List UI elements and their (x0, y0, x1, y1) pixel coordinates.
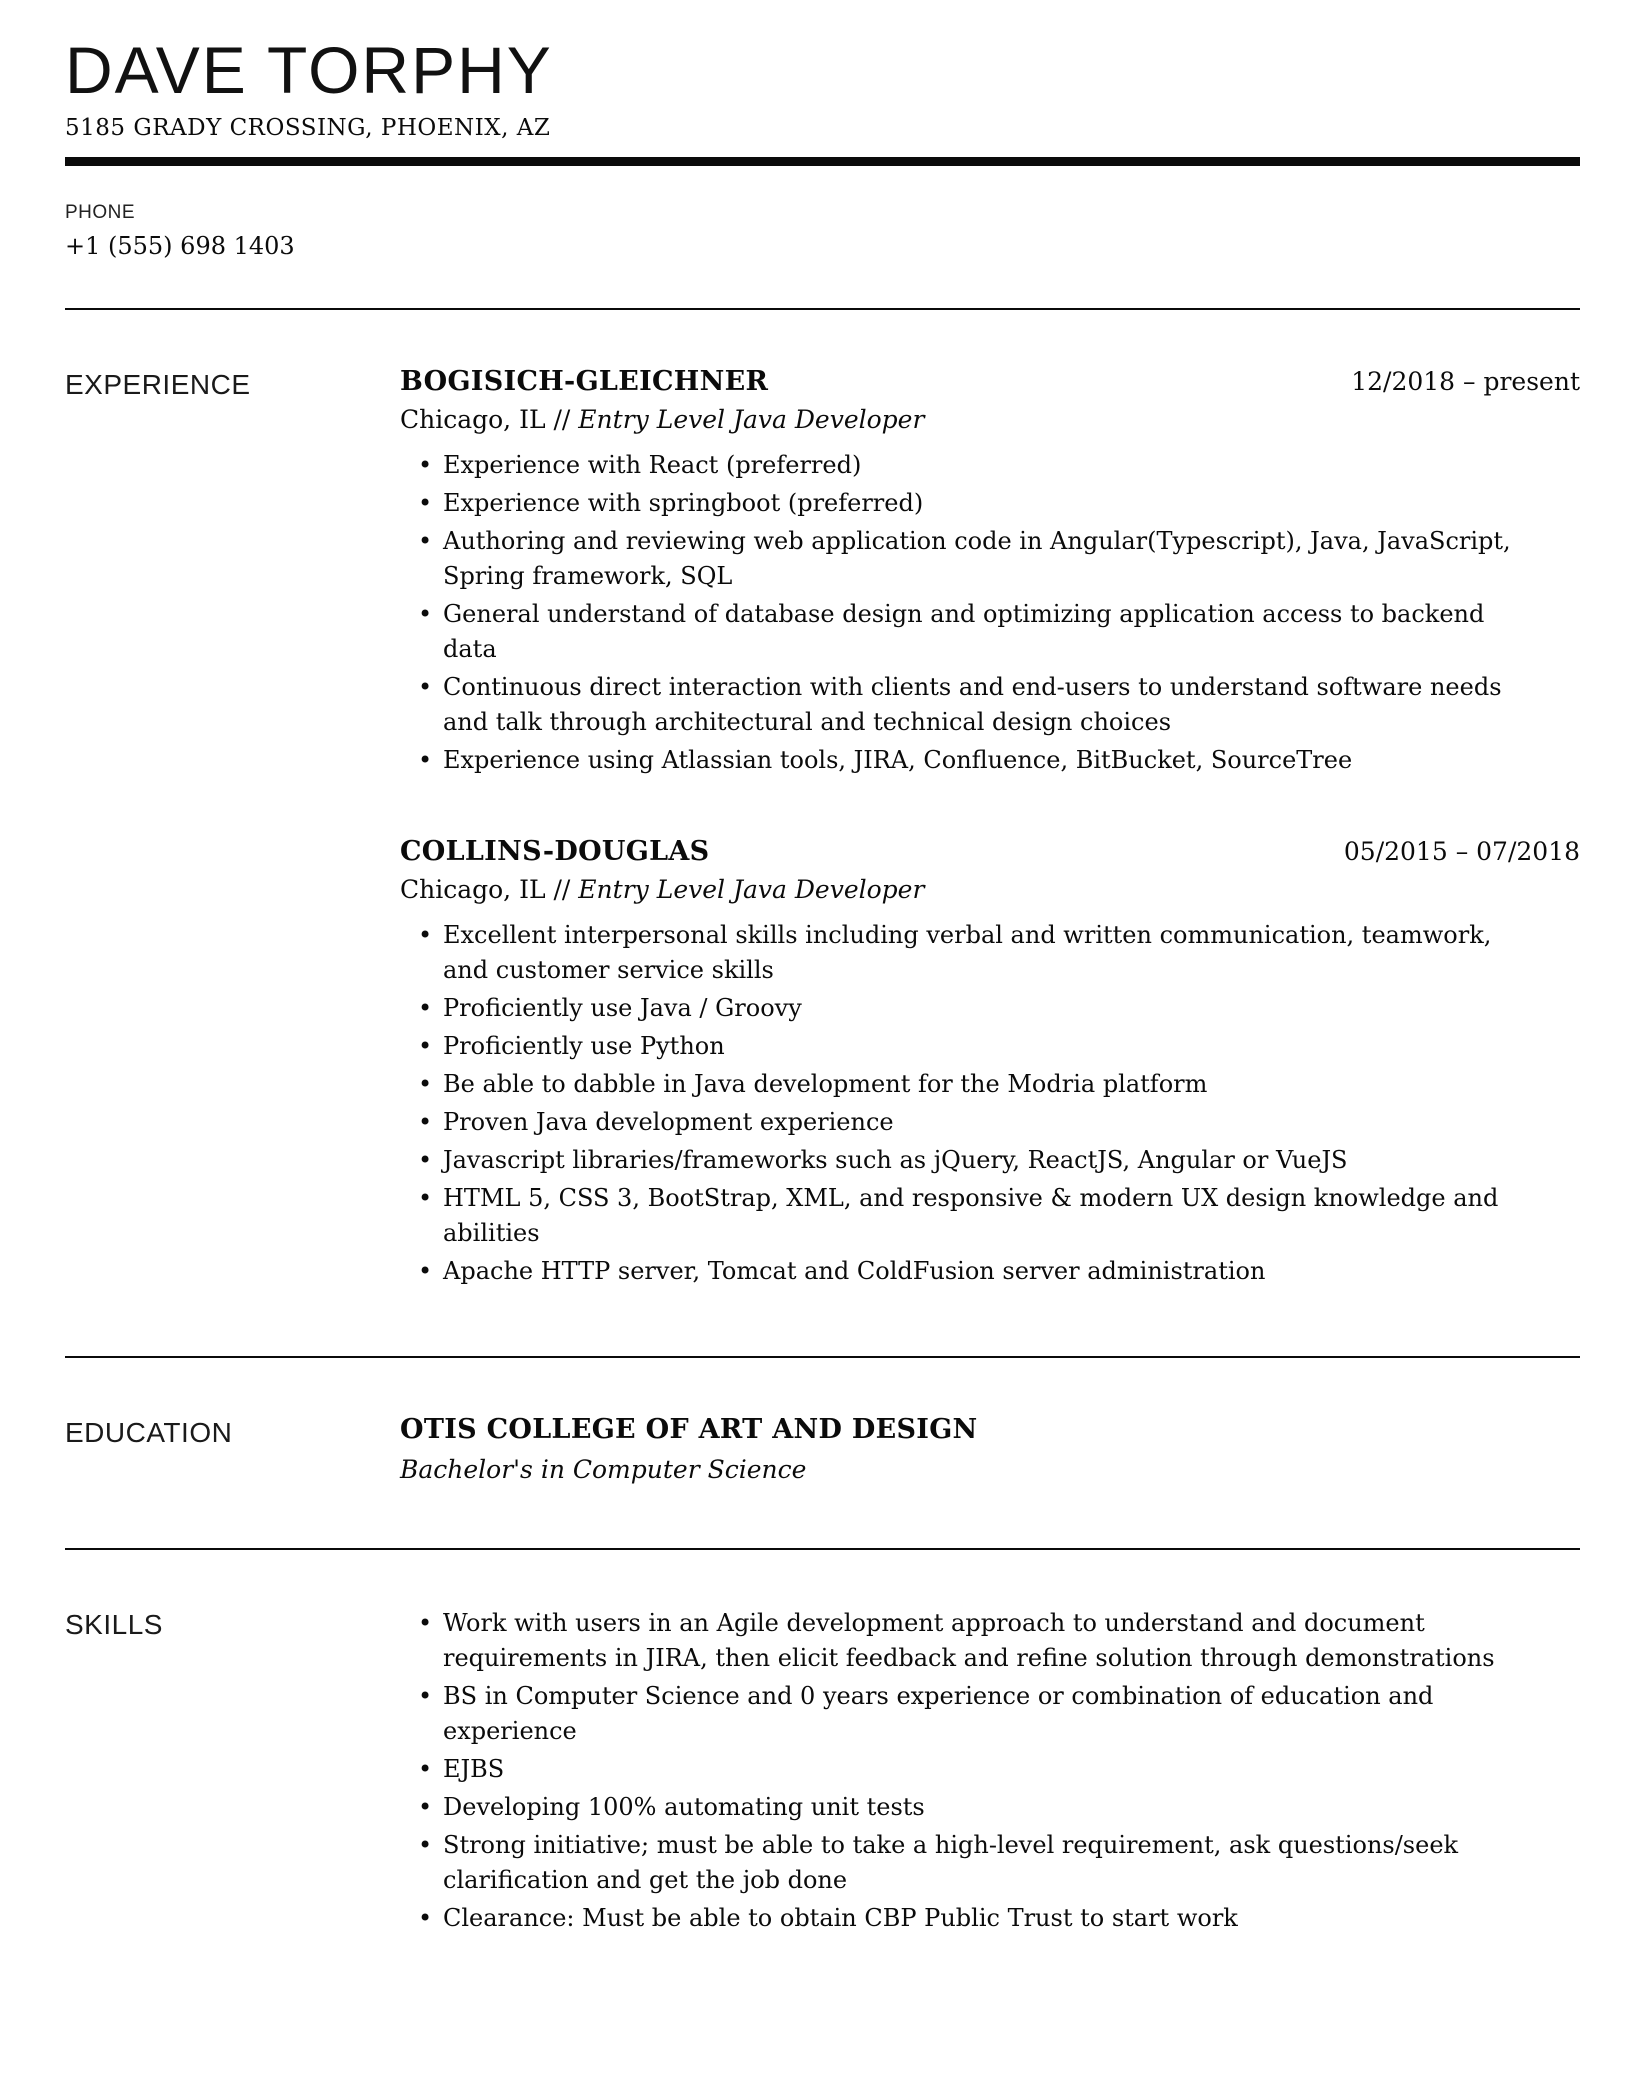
job-bullet-list (400, 918, 1580, 1289)
job-bullet: • Experience with springboot (preferred) (443, 486, 1543, 521)
phone-label: PHONE (65, 201, 136, 223)
job-bullet: • Excellent interpersonal skills including verbal and written communication, teamwork, and customer service skills (443, 918, 1543, 988)
skill-bullet: • Work with users in an Agile development approach to understand and document requirements in JIRA, then elicit feedback and refine solution through demonstrations (443, 1606, 1560, 1676)
contact-section (65, 202, 1580, 260)
phone-value: +1 (555) 698 1403 (65, 231, 295, 260)
job-bullet: • Javascript libraries/frameworks such as jQuery, ReactJS, Angular or VueJS (443, 1143, 1543, 1178)
experience-section-label: EXPERIENCE (65, 368, 251, 400)
company-name: BOGISICH-GLEICHNER (400, 365, 769, 397)
header-divider (65, 157, 1580, 166)
job-bullet: • HTML 5, CSS 3, BootStrap, XML, and responsive & modern UX design knowledge and abilities (443, 1181, 1543, 1251)
person-address: 5185 GRADY CROSSING, PHOENIX, AZ (65, 114, 551, 141)
school-name: OTIS COLLEGE OF ART AND DESIGN (400, 1413, 978, 1445)
job-bullet: • Proficiently use Python (443, 1029, 1543, 1064)
skill-bullet: • EJBS (443, 1752, 1560, 1787)
job-role: Entry Level Java Developer (578, 874, 925, 904)
degree: Bachelor's in Computer Science (400, 1454, 807, 1484)
skill-bullet: • BS in Computer Science and 0 years experience or combination of education and experience (443, 1679, 1560, 1749)
skills-section (65, 1606, 1580, 1939)
job-entry-collins-douglas (400, 836, 1580, 1289)
education-content (400, 1414, 1580, 1484)
job-bullet: • General understand of database design and optimizing application access to backend data (443, 597, 1543, 667)
job-bullet: • Authoring and reviewing web application code in Angular(Typescript), Java, JavaScript, Spring framework, SQL (443, 524, 1543, 594)
skills-section-label: SKILLS (65, 1608, 163, 1640)
education-section-label: EDUCATION (65, 1416, 233, 1448)
contact-divider (65, 308, 1580, 310)
job-location-role (400, 875, 1580, 904)
job-role: Entry Level Java Developer (578, 404, 925, 434)
job-location: Chicago, IL // (400, 404, 579, 434)
company-name: COLLINS-DOUGLAS (400, 835, 710, 867)
job-bullet-list (400, 448, 1580, 778)
job-location-role (400, 405, 1580, 434)
job-header (400, 366, 1580, 397)
experience-content (400, 366, 1580, 1292)
job-bullet: • Experience with React (preferred) (443, 448, 1543, 483)
job-location: Chicago, IL // (400, 874, 579, 904)
skills-divider (65, 1548, 1580, 1550)
education-section (65, 1414, 1580, 1484)
skill-bullet: • Developing 100% automating unit tests (443, 1790, 1560, 1825)
skill-bullet: • Strong initiative; must be able to take a high-level requirement, ask questions/seek clarification and get the job done (443, 1828, 1560, 1898)
job-dates: 12/2018 – present (1351, 366, 1580, 396)
job-entry-bogisich-gleichner (400, 366, 1580, 778)
person-name: DAVE TORPHY (65, 33, 553, 107)
job-bullet: • Proficiently use Java / Groovy (443, 991, 1543, 1026)
skills-bullet-list (400, 1606, 1560, 1936)
job-bullet: • Continuous direct interaction with clients and end-users to understand software needs and talk through architectural and technical design choices (443, 670, 1543, 740)
resume-header (65, 34, 1580, 141)
job-header (400, 836, 1580, 867)
job-bullet: • Proven Java development experience (443, 1105, 1543, 1140)
skills-content (400, 1606, 1580, 1939)
job-bullet: • Apache HTTP server, Tomcat and ColdFusion server administration (443, 1254, 1543, 1289)
job-bullet: • Experience using Atlassian tools, JIRA, Confluence, BitBucket, SourceTree (443, 743, 1543, 778)
job-dates: 05/2015 – 07/2018 (1343, 836, 1580, 866)
education-divider (65, 1356, 1580, 1358)
job-bullet: • Be able to dabble in Java development for the Modria platform (443, 1067, 1543, 1102)
skill-bullet: • Clearance: Must be able to obtain CBP Public Trust to start work (443, 1901, 1560, 1936)
experience-section (65, 366, 1580, 1292)
